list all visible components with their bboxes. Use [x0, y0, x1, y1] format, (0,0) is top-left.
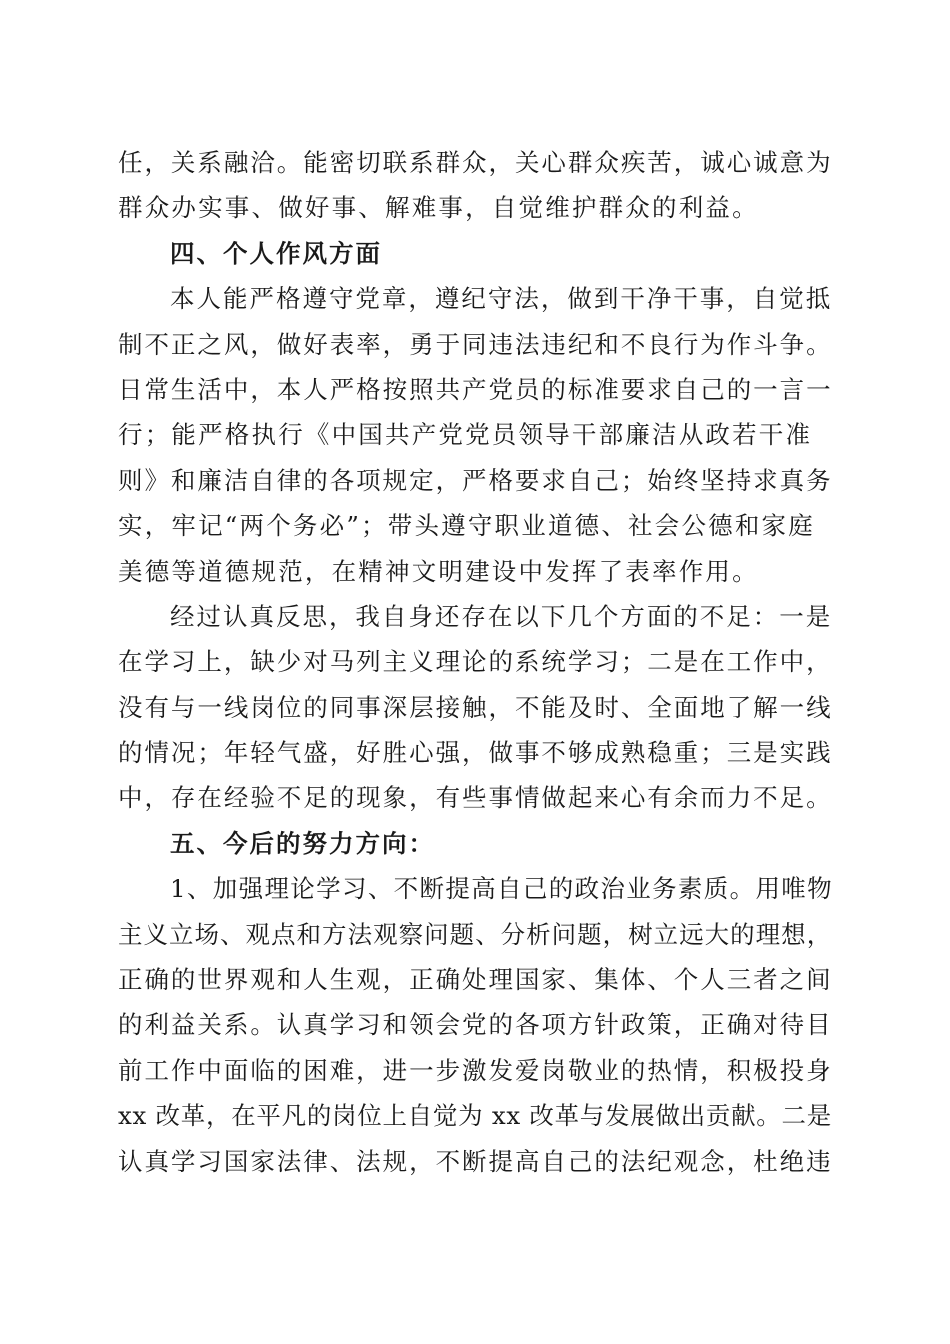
text-line: 在学习上，缺少对马列主义理论的系统学习；二是在工作中， — [118, 647, 833, 677]
text-line: 实，牢记“两个务必”；带头遵守职业道德、社会公德和家庭 — [118, 511, 815, 541]
section-heading: 四、个人作风方面 — [170, 238, 382, 268]
text-line: 主义立场、观点和方法观察问题、分析问题，树立远大的理想， — [118, 919, 833, 949]
text-line: 没有与一线岗位的同事深层接触，不能及时、全面地了解一线 — [118, 692, 833, 722]
text-line: 经过认真反思，我自身还存在以下几个方面的不足：一是 — [170, 601, 833, 631]
text-line: 任，关系融洽。能密切联系群众，关心群众疾苦，诚心诚意为 — [118, 148, 833, 177]
section-heading: 五、今后的努力方向： — [170, 828, 435, 858]
text-line: 1、加强理论学习、不断提高自己的政治业务素质。用唯物 — [170, 874, 833, 904]
text-line: 前工作中面临的困难，进一步激发爱岗敬业的热情，积极投身 — [118, 1055, 833, 1085]
text-line: 则》和廉洁自律的各项规定，严格要求自己；始终坚持求真务 — [118, 465, 833, 495]
text-line: 正确的世界观和人生观，正确处理国家、集体、个人三者之间 — [118, 965, 833, 995]
text-line: xx 改革，在平凡的岗位上自觉为 xx 改革与发展做出贡献。二是 — [118, 1101, 832, 1131]
document-page — [118, 140, 834, 1184]
text-line: 的利益关系。认真学习和领会党的各项方针政策，正确对待目 — [118, 1010, 833, 1040]
text-line: 认真学习国家法律、法规，不断提高自己的法纪观念，杜绝违 — [118, 1146, 833, 1176]
text-line: 行；能严格执行《中国共产党党员领导干部廉洁从政若干准 — [118, 420, 813, 450]
text-line: 日常生活中，本人严格按照共产党员的标准要求自己的一言一 — [118, 374, 833, 404]
text-line: 的情况；年轻气盛，好胜心强，做事不够成熟稳重；三是实践 — [118, 738, 833, 768]
text-line: 群众办实事、做好事、解难事，自觉维护群众的利益。 — [118, 193, 759, 223]
text-line: 制不正之风，做好表率，勇于同违法违纪和不良行为作斗争。 — [118, 329, 833, 359]
text-line: 本人能严格遵守党章，遵纪守法，做到干净干事，自觉抵 — [170, 284, 833, 314]
text-line: 美德等道德规范，在精神文明建设中发挥了表率作用。 — [118, 556, 759, 586]
text-line: 中，存在经验不足的现象，有些事情做起来心有余而力不足。 — [118, 783, 833, 813]
